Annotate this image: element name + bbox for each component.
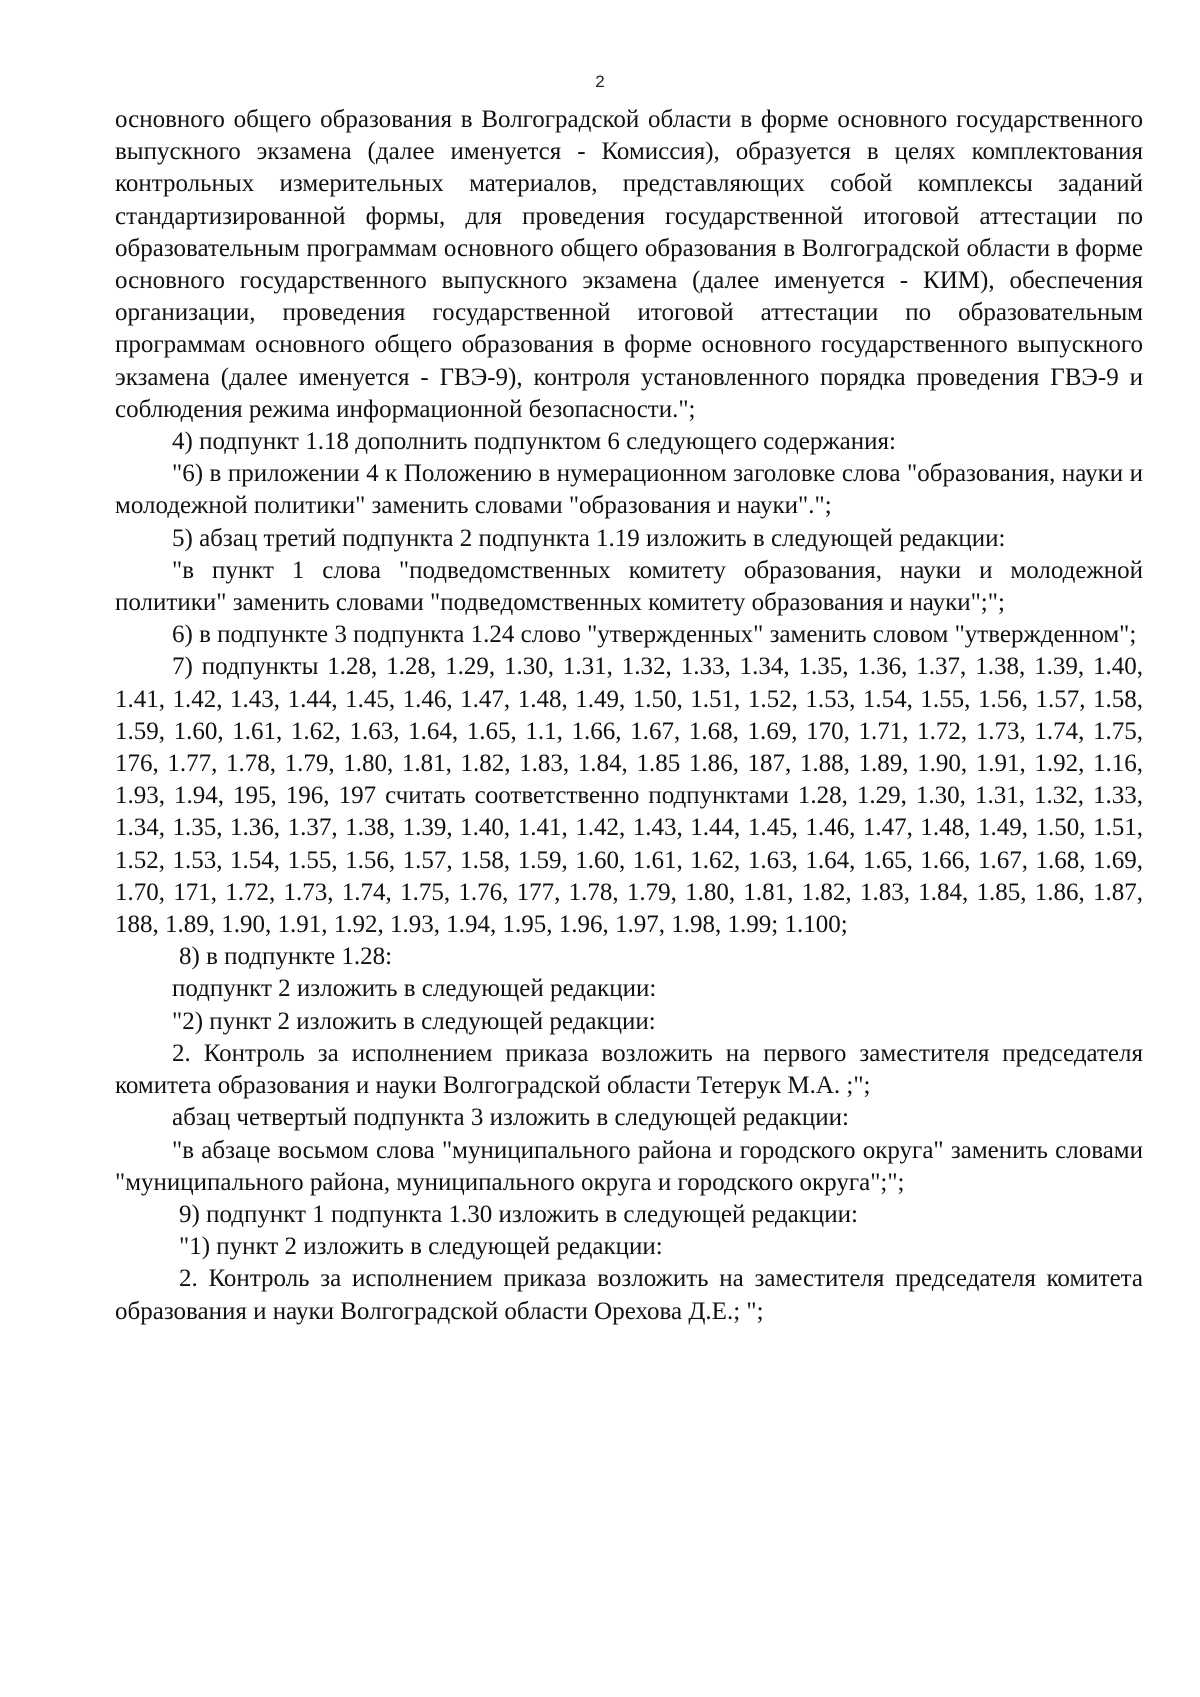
paragraph-item-8-control: 2. Контроль за исполнением приказа возложить на первого заместителя председателя комитета образования и науки Волгоградской области Тетерук М.А. ;"; bbox=[115, 1039, 1143, 1100]
paragraph-item-9: 9) подпункт 1 подпункта 1.30 изложить в следующей редакции: bbox=[179, 1200, 858, 1228]
paragraph-item-9-quote: "1) пункт 2 изложить в следующей редакции: bbox=[179, 1233, 663, 1261]
paragraph-item-8: 8) в подпункте 1.28: bbox=[179, 943, 393, 971]
paragraph-item-8-sub-2: подпункт 2 изложить в следующей редакции: bbox=[172, 975, 657, 1003]
paragraph-item-7: 7) подпункты 1.28, 1.28, 1.29, 1.30, 1.31, 1.32, 1.33, 1.34, 1.35, 1.36, 1.37, 1.38, 1.39, 1.40, 1.41, 1.42, 1.43, 1.44, 1.45, 1.46, 1.47, 1.48, 1.49, 1.50, 1.51, 1.52, 1.53, 1.54, 1.55, 1.56, 1.57, 1.58, 1.59, 1.60, 1.61, 1.62, 1.63, 1.64, 1.65, 1.1, 1.66, 1.67, 1.68, 1.69, 170, 1.71, 1.72, 1.73, 1.74, 1.75, 176, 1.77, 1.78, 1.79, 1.80, 1.81, 1.82, 1.83, 1.84, 1.85 1.86, 187, 1.88, 1.89, 1.90, 1.91, 1.92, 1.16, 1.93, 1.94, 195, 196, 197 считать соответственно подпунктами 1.28, 1.29, 1.30, 1.31, 1.32, 1.33, 1.34, 1.35, 1.36, 1.37, 1.38, 1.39, 1.40, 1.41, 1.42, 1.43, 1.44, 1.45, 1.46, 1.47, 1.48, 1.49, 1.50, 1.51, 1.52, 1.53, 1.54, 1.55, 1.56, 1.57, 1.58, 1.59, 1.60, 1.61, 1.62, 1.63, 1.64, 1.65, 1.66, 1.67, 1.68, 1.69, 1.70, 171, 1.72, 1.73, 1.74, 1.75, 1.76, 177, 1.78, 1.79, 1.80, 1.81, 1.82, 1.83, 1.84, 1.85, 1.86, 1.87, 188, 1.89, 1.90, 1.91, 1.92, 1.93, 1.94, 1.95, 1.96, 1.97, 1.98, 1.99; 1.100; bbox=[115, 653, 1143, 939]
paragraph-item-4: 4) подпункт 1.18 дополнить подпунктом 6 следующего содержания: bbox=[172, 428, 896, 456]
paragraph-item-8-abzac-4: абзац четвертый подпункта 3 изложить в следующей редакции: bbox=[172, 1104, 849, 1132]
paragraph-item-8-abzac-4-content: "в абзаце восьмом слова "муниципального района и городского округа" заменить словами "муниципального района, муниципального округа и городского округа";"; bbox=[115, 1136, 1143, 1196]
paragraph-item-6: 6) в подпункте 3 подпункта 1.24 слово "утвержденных" заменить словом "утвержденном"; bbox=[172, 621, 1137, 649]
paragraph-item-9-control: 2. Контроль за исполнением приказа возложить на заместителя председателя комитета образования и науки Волгоградской области Орехова Д.Е.; "; bbox=[115, 1265, 1143, 1325]
page-number: 2 bbox=[595, 72, 605, 91]
paragraph-item-4-content: "6) в приложении 4 к Положению в нумерационном заголовке слова "образования, науки и молодежной политики" заменить словами "образования и науки"."; bbox=[115, 460, 1143, 520]
paragraph-item-5: 5) абзац третий подпункта 2 подпункта 1.19 изложить в следующей редакции: bbox=[172, 524, 1006, 552]
paragraph-commission-purpose: основного общего образования в Волгоградской области в форме основного государственного выпускного экзамена (далее именуется - Комиссия), образуется в целях комплектования контрольных измерительных материалов, представляющих собой комплексы заданий стандартизированной формы, для проведения государственной итоговой аттестации по образовательным программам основного общего образования в Волгоградской области в форме основного государственного выпускного экзамена (далее именуется - КИМ), обеспечения организации, проведения государственной итоговой аттестации по образовательным программам основного общего образования в форме основного государственного выпускного экзамена (далее именуется - ГВЭ-9), контроля установленного порядка проведения ГВЭ-9 и соблюдения режима информационной безопасности."; bbox=[115, 106, 1143, 423]
paragraph-item-8-sub-2-quote: "2) пункт 2 изложить в следующей редакции: bbox=[172, 1007, 656, 1035]
paragraph-item-5-content: "в пункт 1 слова "подведомственных комитету образования, науки и молодежной политики" заменить словами "подведомственных комитету образования и науки";"; bbox=[115, 556, 1143, 617]
document-body bbox=[115, 104, 1143, 1328]
